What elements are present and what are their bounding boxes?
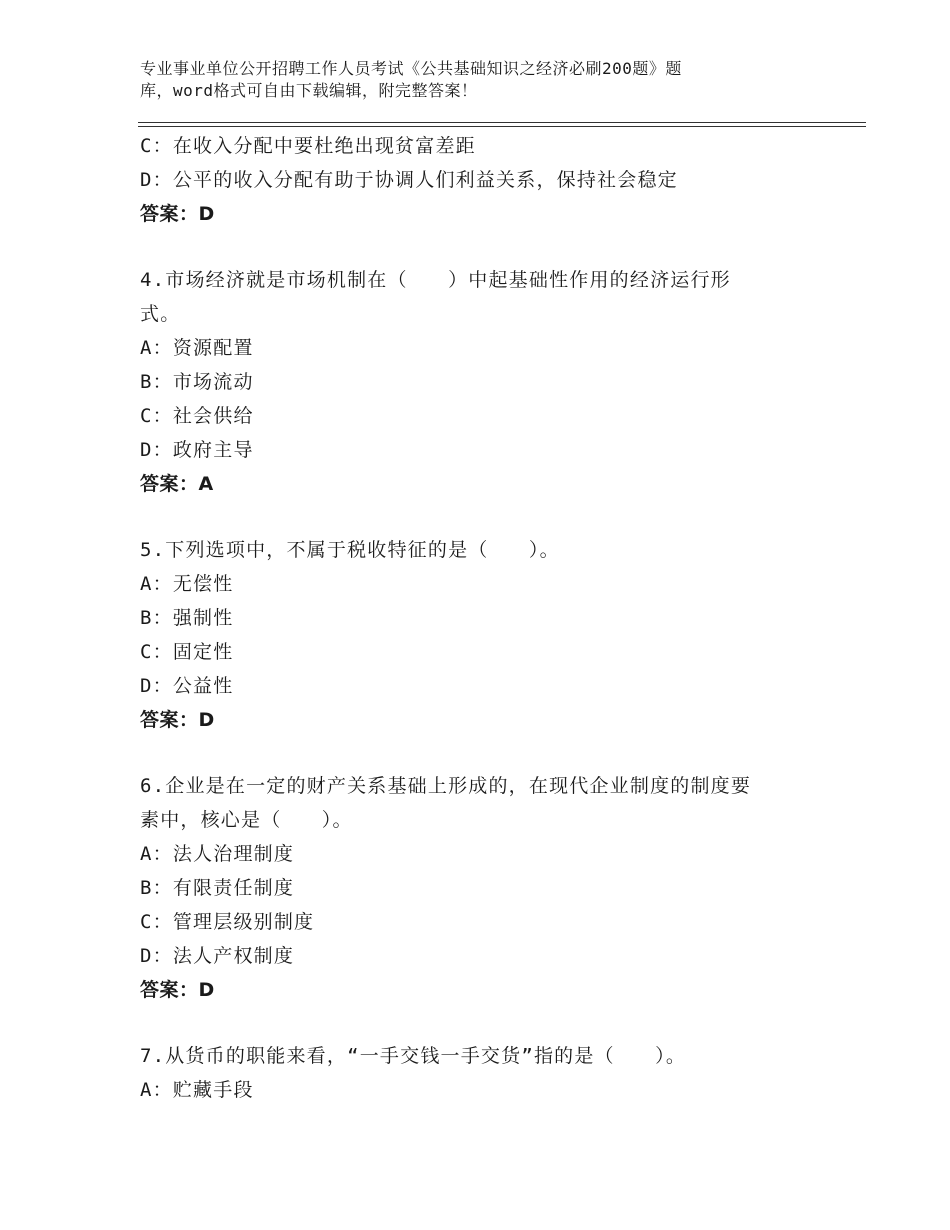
option-d: D：法人产权制度 (140, 945, 295, 967)
option-a: A：贮藏手段 (140, 1079, 254, 1101)
option-b: B：强制性 (140, 607, 234, 629)
answer: 答案：D (140, 203, 215, 225)
question-stem: 6.企业是在一定的财产关系基础上形成的，在现代企业制度的制度要 (140, 775, 752, 797)
spacer (140, 501, 820, 533)
question-stem: 4.市场经济就是市场机制在（ ）中起基础性作用的经济运行形 (140, 269, 731, 291)
question-stem: 5.下列选项中，不属于税收特征的是（ ）。 (140, 539, 560, 561)
question-5 (140, 533, 820, 737)
option-a: A：法人治理制度 (140, 843, 295, 865)
spacer (140, 231, 820, 263)
header-line-2: 库，word格式可自由下载编辑，附完整答案！ (140, 81, 478, 100)
document-header (140, 58, 780, 102)
answer: 答案：D (140, 979, 215, 1001)
option-d: D：公益性 (140, 675, 234, 697)
option-d: D：政府主导 (140, 439, 254, 461)
question-stem: 7.从货币的职能来看，“一手交钱一手交货”指的是（ ）。 (140, 1045, 687, 1067)
question-7 (140, 1039, 820, 1107)
answer: 答案：D (140, 709, 215, 731)
header-rule-thin (138, 122, 866, 123)
question-6 (140, 769, 820, 1007)
option-a: A：无偿性 (140, 573, 234, 595)
header-rule-thick (138, 126, 866, 127)
option-c: C：管理层级别制度 (140, 911, 315, 933)
question-4 (140, 263, 820, 501)
option-c: C：社会供给 (140, 405, 254, 427)
header-line-1: 专业事业单位公开招聘工作人员考试《公共基础知识之经济必刷200题》题 (140, 59, 682, 78)
option-c: C：固定性 (140, 641, 234, 663)
document-body (140, 129, 820, 1107)
option-c: C：在收入分配中要杜绝出现贫富差距 (140, 135, 476, 157)
question-3-tail (140, 129, 820, 231)
question-stem-cont: 素中，核心是（ ）。 (140, 809, 353, 831)
option-b: B：市场流动 (140, 371, 254, 393)
option-a: A：资源配置 (140, 337, 254, 359)
spacer (140, 737, 820, 769)
answer: 答案：A (140, 473, 214, 495)
option-d: D：公平的收入分配有助于协调人们利益关系，保持社会稳定 (140, 169, 678, 191)
spacer (140, 1007, 820, 1039)
option-b: B：有限责任制度 (140, 877, 295, 899)
question-stem-cont: 式。 (140, 303, 181, 325)
